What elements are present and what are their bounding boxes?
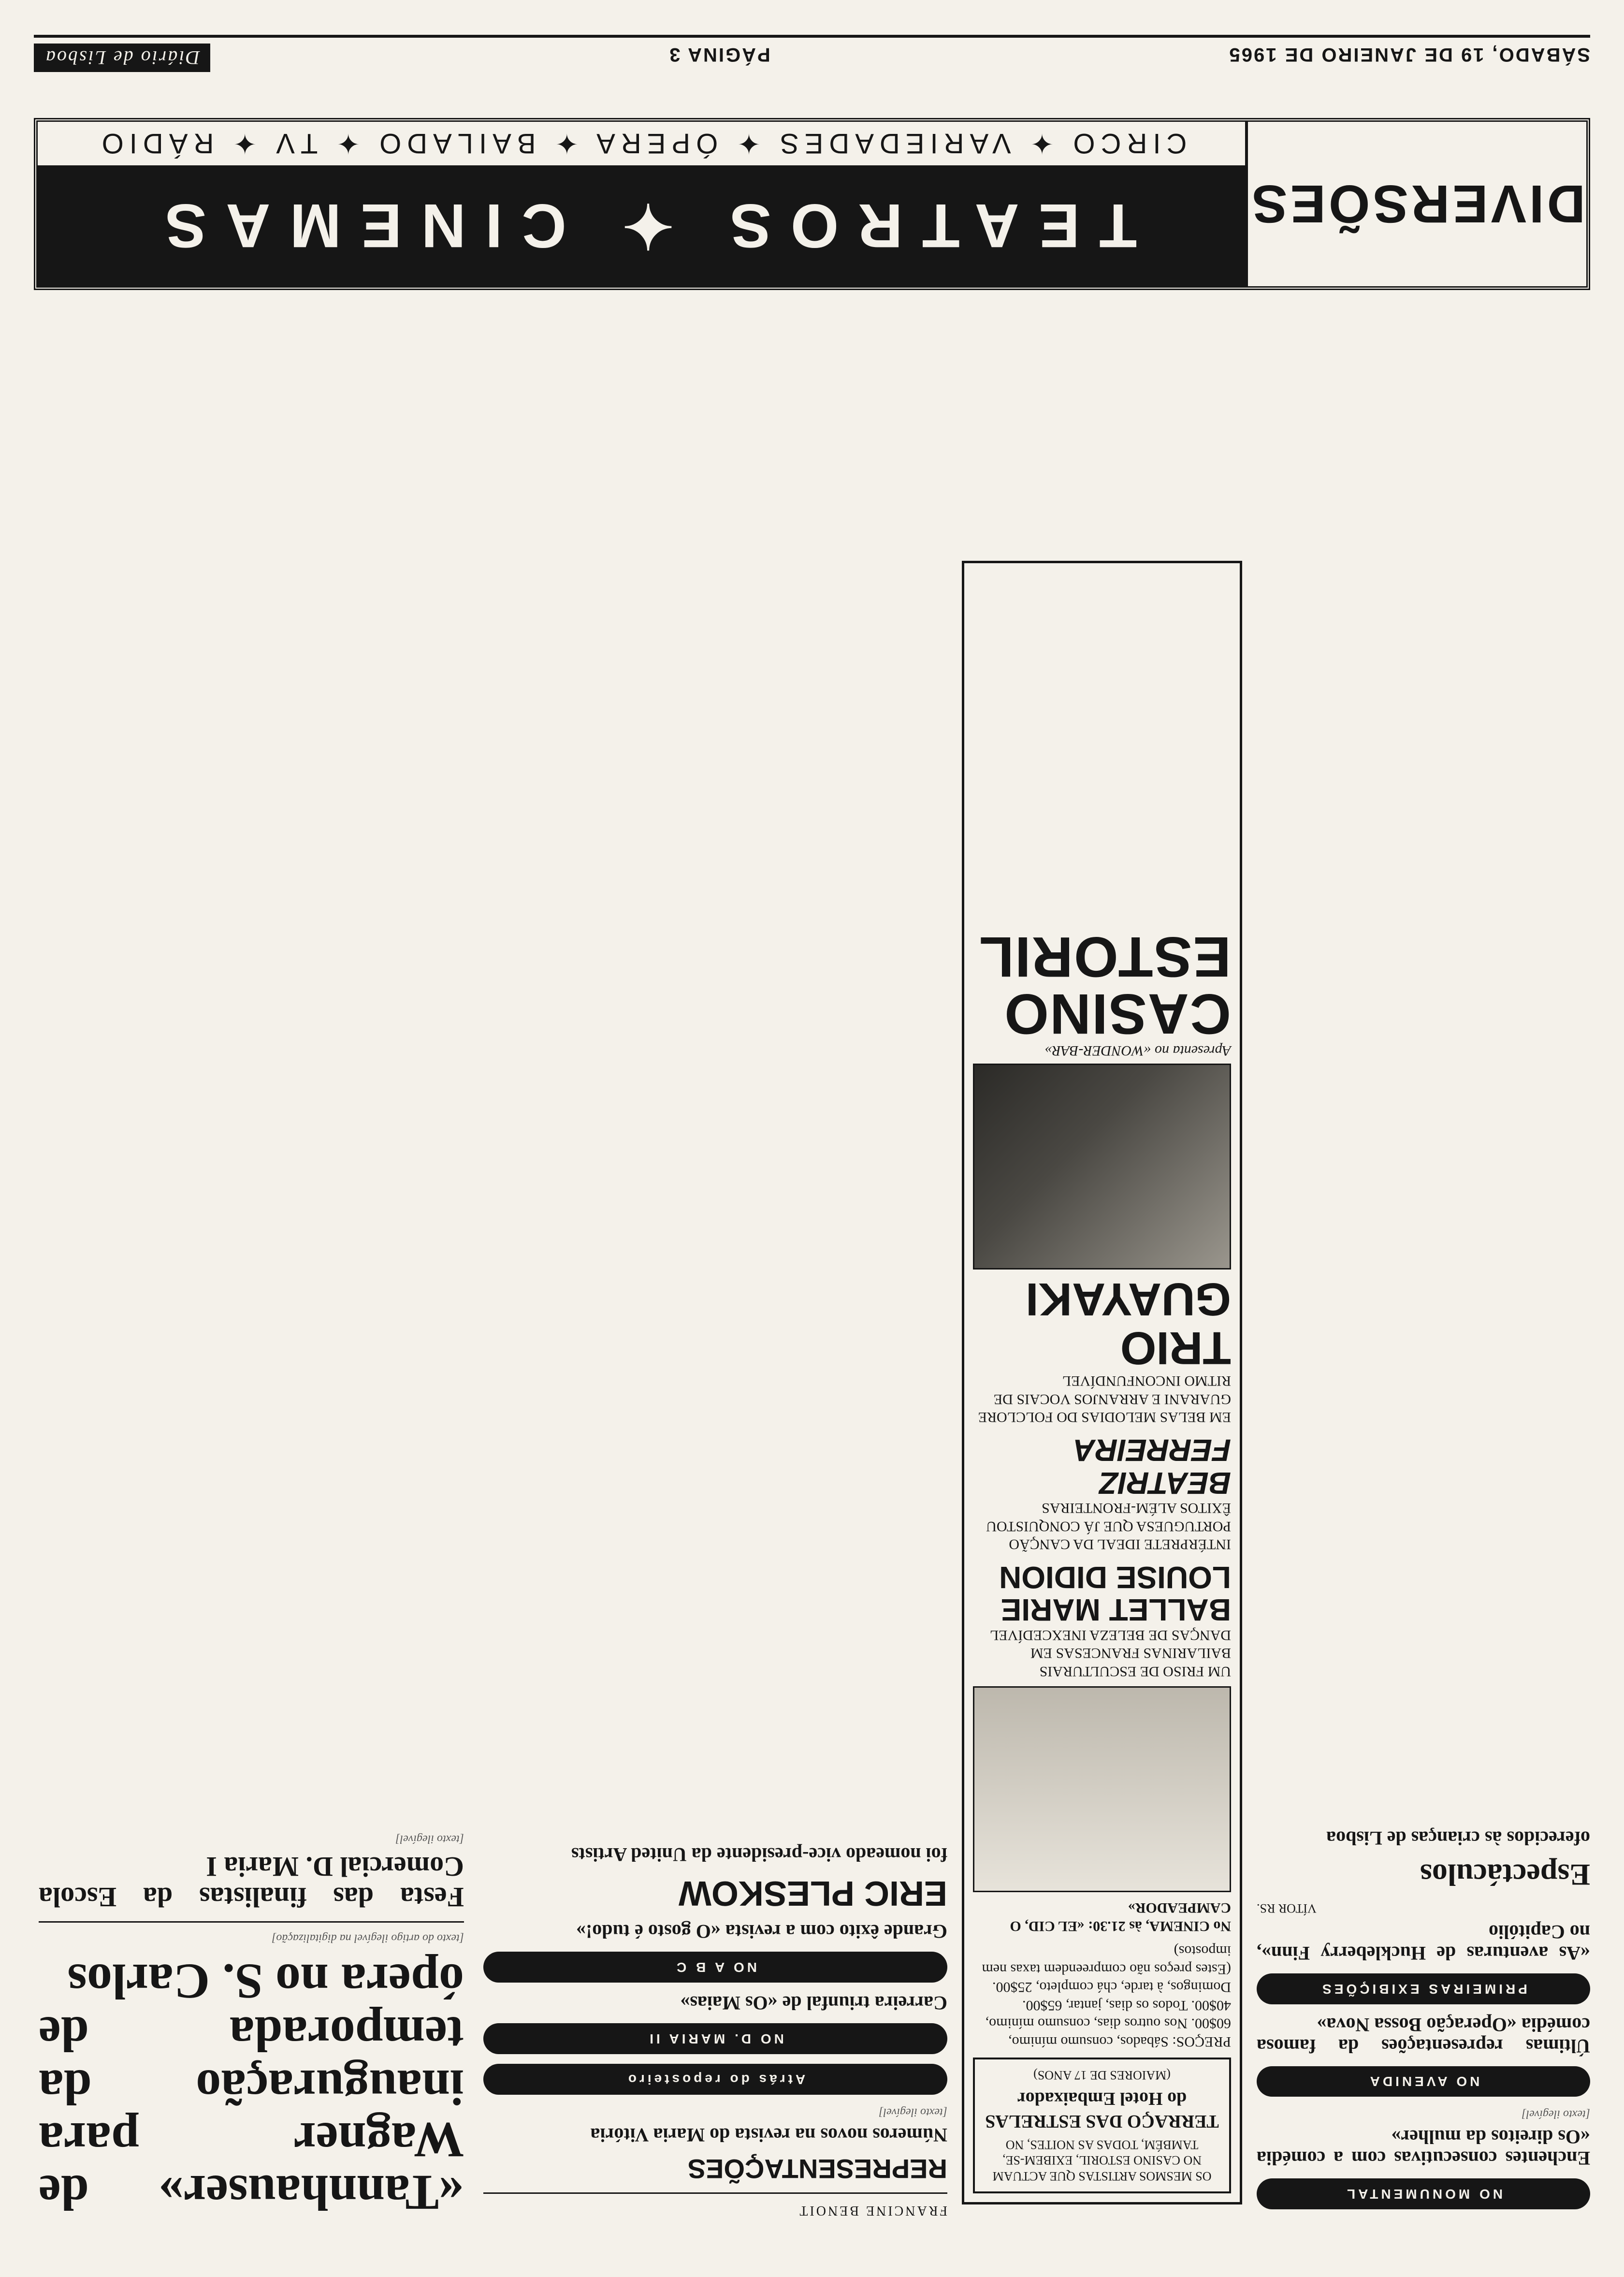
banner-left: DIVERSÕES [1245,122,1586,286]
trio-name: TRIO GUAYAKI [1025,1273,1231,1374]
column-cinema [1257,309,1590,2219]
monumental-label: NO MONUMENTAL [1257,2178,1590,2209]
beatriz-desc: INTÉRPRETE IDEAL DA CANÇÃO PORTUGUESA QUE JÁ CONQUISTOU ÊXITOS ALÉM-FRONTEIRAS [986,1500,1231,1553]
banner-right [38,122,1245,286]
banner-top: TEATROS ✦ CINEMAS [38,165,1245,286]
os-maias-title: Carreira triunfal de «Os Maias» [680,1992,947,2014]
eric-pleskow-title: foi nomeado vice-presidente da United Artists [571,1844,947,1866]
ballet-name: BALLET MARIE LOUISE DIDION [999,1560,1231,1628]
beatriz-name: BEATRIZ FERREIRA [1073,1433,1231,1501]
divider [483,2192,947,2194]
ballet-desc: UM FRISO DE ESCULTURAIS BAILARINAS FRANCESAS EM DANÇAS DE BELEZA INEXCEDÍVEL [989,1627,1231,1679]
abc-label: NO A B C [483,1952,947,1983]
casino-title: CASINO ESTORIL [978,925,1231,1046]
banner-bottom: CIRCO ✦ VARIEDADES ✦ ÓPERA ✦ BAILADO ✦ TV ✦ RÁDIO [96,128,1187,159]
author-byline: FRANCINE BENOIT [798,2203,947,2218]
avenida-label: NO AVENIDA [1257,2066,1590,2097]
opera-headline: «Tannhauser» de Wagner para inauguração da temporada de ópera no S. Carlos [39,1954,464,2220]
primeiras-label: PRIMEIRAS EXIBIÇÕES [1257,1973,1590,2004]
column-theatre [483,309,947,2219]
divider [39,1921,464,1923]
cinema-text: No CINEMA, às 21.30: «EL CID, O CAMPEADOR» [1010,1900,1231,1934]
d-maria-label: NO D. MARIA II [483,2023,947,2054]
avenida-title: Últimas representações da famosa comédia «Operação Bossa Nova» [1257,2014,1590,2057]
abc-title: Grande êxito com a revista «O gosto é tudo!» [576,1921,947,1943]
ballet-photo [973,1686,1231,1892]
espectaculos-heading: Espectáculos [1420,1857,1590,1892]
festa-body: [texto ilegível] [395,1832,464,1845]
trio-desc: EM BELAS MELODIAS DO FOLCLORE GUARANI E ARRANJOS VOCAIS DE RITMO INCONFUNDÍVEL [978,1373,1231,1426]
trio-photo [973,1064,1231,1270]
age-restriction: (MAIORES DE 17 ANOS) [1033,2068,1171,2083]
espectaculos-sub: oferecidos às crianças de Lisboa [1326,1827,1590,1850]
masthead: Diário de Lisboa [34,44,210,72]
terrace-intro: OS MESMOS ARTISTAS QUE ACTUAM NO CASINO ESTORIL, EXIBEM-SE, TAMBÉM, TODAS AS NOITES, NO [992,2138,1212,2183]
signature: VÍTOR RS. [1257,1901,1317,1915]
monumental-body: [texto ilegível] [1522,2108,1590,2121]
terrace-title: TERRAÇO DAS ESTRELAS do Hotel Embaixador [985,2088,1219,2132]
section-banner [34,118,1590,290]
festa-headline: Festa das finalistas da Escola Comercial D. Maria I [39,1851,464,1913]
page-header [34,35,1590,87]
header-date: SÁBADO, 19 DE JANEIRO DE 1965 [1228,44,1590,65]
casino-estoril-ad [962,561,1242,2204]
maria-vitoria-title: Números novos na revista do Maria Vitória [590,2124,947,2146]
prices-text: PREÇOS: Sábados, consumo mínimo, 60$00. Nos outros dias, consumo mínimo, 40$00. Todos os dias, jantar, 65$00. Domingos, à tarde, chá completo, 25$00. (Estes preços não compreendem taxas nem impostos) [982,1943,1231,2050]
column-opera [39,309,464,2219]
maria-vitoria-body: [texto ilegível] [879,2105,947,2118]
header-page: PÁGINA 3 [668,44,770,65]
terrace-panel [973,2058,1231,2193]
representacoes-heading: REPRESENTAÇÕES [687,2154,947,2185]
reposteiro-label: Atrás do reposteiro [483,2064,947,2095]
huck-title: «As aventuras de Huckleberry Finn», no Capitólio [1257,1921,1590,1964]
opera-body: [texto do artigo ilegível na digitalização] [272,1932,464,1945]
monumental-title: Enchentes consecutivas com a comédia «Os direitos da mulher» [1257,2126,1590,2170]
eric-pleskow-name: ERIC PLESKOW [678,1874,947,1913]
presents-text: Apresenta no «WONDER-BAR» [1044,1043,1231,1059]
